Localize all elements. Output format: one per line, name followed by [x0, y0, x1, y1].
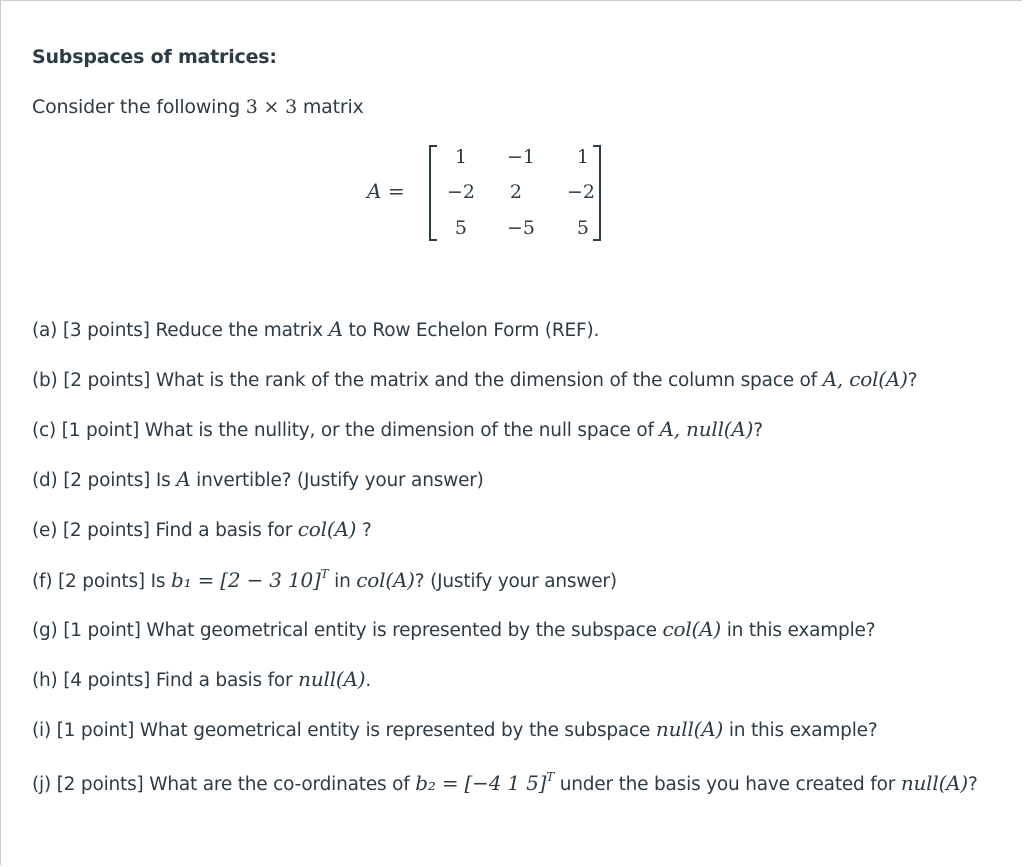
- question-a-math: A: [328, 317, 343, 341]
- intro-prefix: Consider the following: [32, 96, 240, 118]
- question-f-text-end: ? (Justify your answer): [414, 571, 617, 592]
- question-f-text: (f) [2 points] Is: [32, 571, 166, 592]
- question-e-math: col(A): [297, 517, 357, 541]
- matrix-cell: 1: [454, 146, 467, 168]
- question-f-text-mid: in: [334, 571, 351, 592]
- question-h-text: (h) [4 points] Find a basis for: [32, 670, 293, 691]
- question-j-text-mid: under the basis you have created for: [559, 774, 896, 795]
- question-e-text: (e) [2 points] Find a basis for: [32, 520, 293, 541]
- question-i: [32, 717, 877, 741]
- question-j-math2: null(A): [900, 771, 969, 795]
- matrix-cell: −5: [506, 217, 535, 239]
- question-b-text-end: ?: [907, 370, 918, 391]
- question-b-math: A, col(A): [822, 367, 908, 391]
- matrix-cell: −2: [566, 181, 595, 203]
- question-c-text-end: ?: [753, 420, 763, 441]
- matrix-name: A: [367, 179, 382, 203]
- question-f: [32, 567, 617, 592]
- question-g: [32, 617, 875, 641]
- question-j-text: (j) [2 points] What are the co-ordinates of: [32, 774, 410, 795]
- matrix-lhs: [367, 179, 405, 203]
- question-i-text-end: in this example?: [728, 720, 878, 741]
- intro-text: [32, 96, 364, 118]
- intro-dims: 3 × 3: [245, 96, 297, 118]
- question-c-text: (c) [1 point] What is the nullity, or the dimension of the null space of: [32, 420, 654, 441]
- question-a-text: (a) [3 points] Reduce the matrix: [32, 320, 323, 341]
- question-a-text-end: to Row Echelon Form (REF).: [348, 320, 600, 341]
- page-title: Subspaces of matrices:: [32, 46, 277, 68]
- question-d-math: A: [176, 467, 191, 491]
- matrix-a: [367, 141, 617, 245]
- question-f-math2: col(A): [356, 568, 415, 592]
- question-b: [32, 367, 917, 391]
- matrix-cell: 2: [509, 181, 522, 203]
- question-h-text-end: .: [365, 670, 372, 691]
- question-h: [32, 667, 371, 691]
- matrix-cell: 1: [576, 146, 589, 168]
- question-c: [32, 417, 763, 441]
- question-e: [32, 517, 372, 541]
- question-c-math: A, null(A): [659, 417, 754, 441]
- question-g-math: col(A): [662, 617, 722, 641]
- question-b-text: (b) [2 points] What is the rank of the matrix and the dimension of the column space of: [32, 370, 817, 391]
- question-e-text-end: ?: [361, 520, 372, 541]
- question-j: [32, 761, 1002, 801]
- matrix-cell: 5: [576, 217, 589, 239]
- question-f-math: b₁ = [2 − 3 10]: [171, 568, 321, 592]
- question-h-math: null(A): [298, 667, 366, 691]
- question-d: [32, 467, 484, 491]
- question-i-math: null(A): [655, 717, 724, 741]
- question-d-text: (d) [2 points] Is: [32, 470, 171, 491]
- question-i-text: (i) [1 point] What geometrical entity is represented by the subspace: [32, 720, 651, 741]
- intro-suffix: matrix: [302, 96, 364, 118]
- question-f-sup: T: [320, 567, 329, 581]
- matrix-cell: 5: [454, 217, 467, 239]
- question-g-text: (g) [1 point] What geometrical entity is represented by the subspace: [32, 620, 657, 641]
- matrix-cell: −2: [446, 181, 475, 203]
- question-j-sup: T: [546, 770, 555, 784]
- matrix-equals: =: [387, 179, 405, 203]
- matrix-cell: −1: [506, 146, 535, 168]
- question-d-text-end: invertible? (Justify your answer): [196, 470, 484, 491]
- question-a: [32, 317, 599, 341]
- question-g-text-end: in this example?: [726, 620, 876, 641]
- question-j-text-end: ?: [968, 774, 978, 795]
- question-j-math: b₂ = [−4 1 5]: [415, 771, 547, 795]
